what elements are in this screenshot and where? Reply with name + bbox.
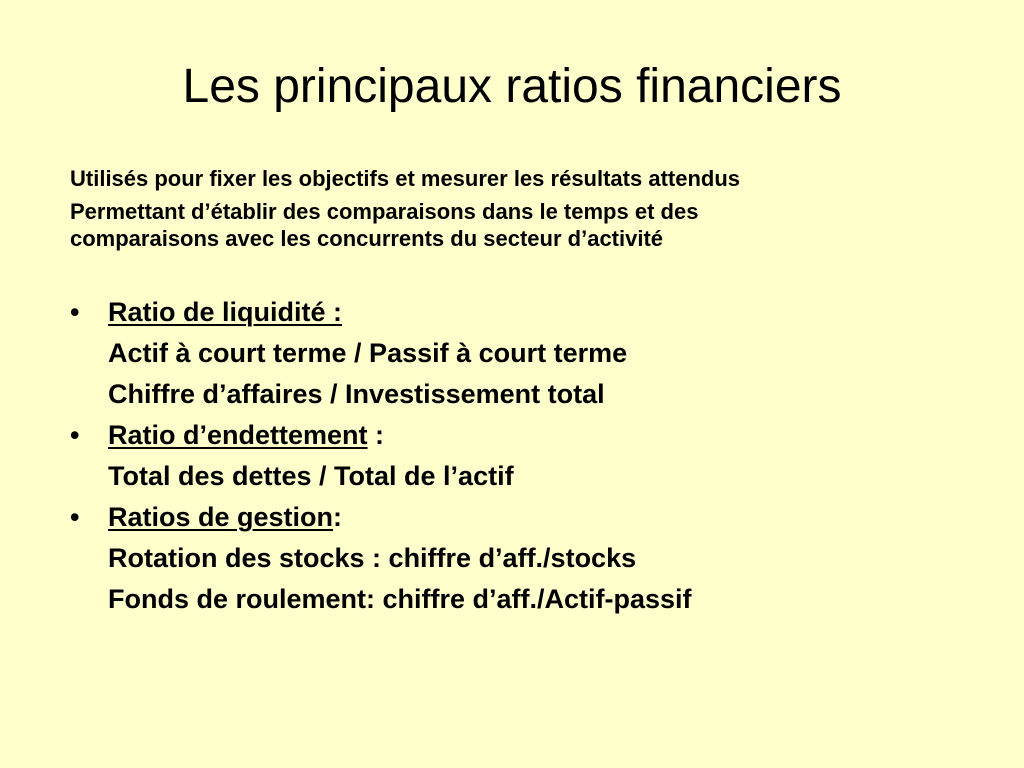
ratio-formula: Actif à court terme / Passif à court terme — [108, 338, 628, 368]
ratio-formula: Rotation des stocks : chiffre d’aff./stocks — [108, 543, 637, 573]
ratio-heading-suffix: : — [367, 420, 385, 450]
ratio-formula: Total des dettes / Total de l’actif — [108, 461, 514, 491]
ratio-formula: Chiffre d’affaires / Investissement total — [108, 379, 605, 409]
bullet-icon: • — [70, 502, 80, 532]
intro-line — [70, 197, 970, 252]
ratio-heading: Ratios de gestion — [108, 502, 334, 532]
ratio-list — [70, 292, 970, 620]
ratio-heading: Ratio de liquidité : — [108, 297, 342, 327]
ratio-heading-row — [70, 292, 970, 333]
ratio-heading-row — [70, 415, 970, 456]
ratio-formula: Fonds de roulement: chiffre d’aff./Actif-passif — [108, 584, 692, 614]
intro-line-continuation: comparaisons avec les concurrents du secteur d’activité — [70, 226, 664, 251]
slide-title: Les principaux ratios financiers — [182, 60, 842, 113]
intro-line — [70, 164, 970, 193]
ratio-heading-row — [70, 497, 970, 538]
intro-block — [70, 164, 970, 252]
ratio-heading-suffix: : — [333, 502, 343, 532]
intro-line-text: Utilisés pour fixer les objectifs et mesurer les résultats attendus — [70, 166, 741, 191]
bullet-icon: • — [70, 297, 80, 327]
intro-line-text: Permettant d’établir des comparaisons dans le temps et des — [70, 199, 699, 224]
bullet-icon: • — [70, 420, 80, 450]
ratio-heading: Ratio d’endettement — [108, 420, 368, 450]
